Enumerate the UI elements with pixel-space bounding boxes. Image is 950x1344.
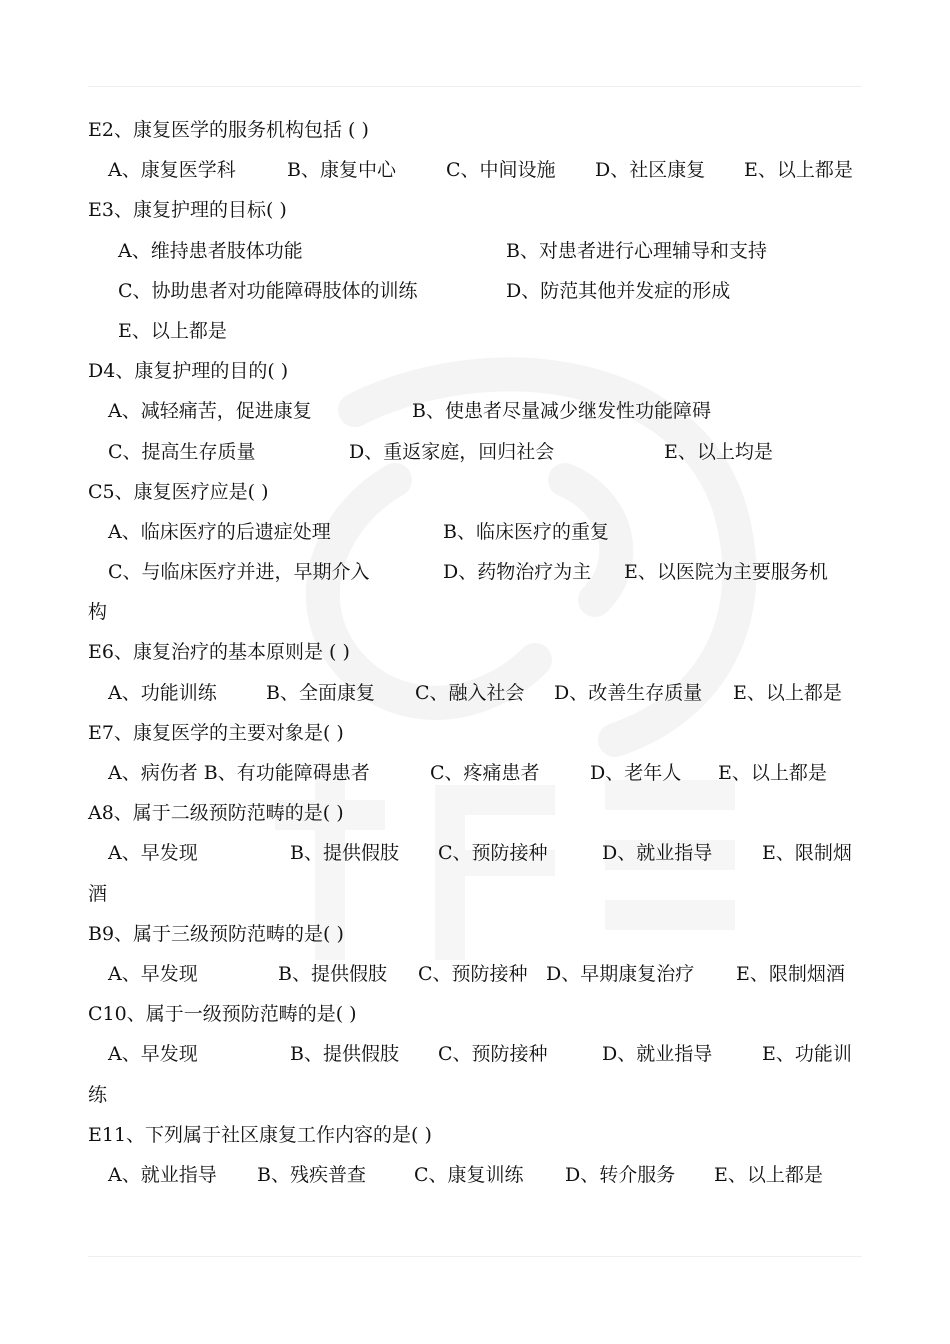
question-stem [88,632,862,672]
option-d: D、药物治疗为主 [443,561,592,584]
question-stem [88,110,862,150]
option-d: D、重返家庭，回归社会 [349,440,555,463]
option-row [88,231,862,271]
footer-rule [88,1256,862,1257]
stem-text: E6、康复治疗的基本原则是 ( ) [88,641,350,664]
question-stem [88,793,862,833]
question-stem [88,713,862,753]
option-row [88,512,862,552]
option-d: D、早期康复治疗 [546,962,695,985]
option-d: D、防范其他并发症的形成 [506,279,731,302]
option-c: C、预防接种 [438,1043,548,1066]
stem-text: C10、属于一级预防范畴的是( ) [88,1003,357,1026]
option-c: C、中间设施 [446,159,556,182]
stem-text: E11、下列属于社区康复工作内容的是( ) [88,1123,432,1146]
option-b: B、提供假肢 [290,1043,399,1066]
question-stem [88,472,862,512]
option-c: C、预防接种 [418,962,528,985]
option-a: A、维持患者肢体功能 [118,239,303,262]
option-row [88,150,862,190]
option-c: C、协助患者对功能障碍肢体的训练 [118,279,418,302]
option-row [88,391,862,431]
question-stem [88,190,862,230]
question-stem [88,994,862,1034]
option-row [88,673,862,713]
stem-text: E2、康复医学的服务机构包括 ( ) [88,119,369,141]
option-continuation [88,874,862,914]
option-c: C、康复训练 [414,1163,524,1186]
option-a: A、早发现 [108,1043,198,1066]
option-c: C、疼痛患者 [430,762,540,784]
option-e: E、以上都是 [714,1163,823,1186]
option-row [88,432,862,472]
option-c: C、预防接种 [438,842,548,865]
option-c: C、提高生存质量 [108,440,256,463]
header-rule [88,86,862,87]
option-row [88,954,862,994]
option-a: A、病伤者 B、有功能障碍患者 [108,762,370,784]
option-e: E、以上都是 [118,319,227,342]
option-d: D、老年人 [590,762,682,784]
stem-text: A8、属于二级预防范畴的是( ) [88,802,344,825]
stem-text: D4、康复护理的目的( ) [88,360,289,383]
option-a: A、康复医学科 [108,159,236,182]
wrap-text: 练 [88,1083,108,1106]
option-e: E、以上都是 [718,762,827,784]
option-a: A、临床医疗的后遗症处理 [108,520,331,543]
option-e: E、限制烟 [762,842,852,865]
option-e: E、以上均是 [664,440,773,463]
question-stem [88,351,862,391]
option-b: B、提供假肢 [290,842,399,865]
option-row [88,311,862,351]
option-d: D、就业指导 [602,842,713,865]
option-a: A、就业指导 [108,1163,217,1186]
option-row [88,753,862,793]
option-a: A、功能训练 [108,681,217,704]
stem-text: C5、康复医疗应是( ) [88,480,269,503]
option-b: B、全面康复 [266,681,375,704]
option-continuation [88,1075,862,1115]
option-b: B、对患者进行心理辅导和支持 [506,239,767,262]
option-e: E、功能训 [762,1043,852,1066]
option-continuation [88,592,862,632]
option-e: E、限制烟酒 [736,962,845,985]
option-a: A、早发现 [108,842,198,865]
option-b: B、使患者尽量减少继发性功能障碍 [412,400,711,423]
question-list [88,110,862,1195]
option-d: D、就业指导 [602,1043,713,1066]
option-row [88,1034,862,1074]
option-row [88,552,862,592]
option-row [88,833,862,873]
stem-text: E3、康复护理的目标( ) [88,199,287,222]
stem-text: E7、康复医学的主要对象是( ) [88,721,344,744]
option-e: E、以医院为主要服务机 [624,561,828,584]
option-c: C、与临床医疗并进，早期介入 [108,561,370,584]
question-stem [88,1115,862,1155]
option-row [88,271,862,311]
option-b: B、残疾普查 [257,1163,366,1186]
option-a: A、减轻痛苦，促进康复 [108,400,312,423]
wrap-text: 构 [88,601,108,624]
option-e: E、以上都是 [733,681,842,704]
option-b: B、提供假肢 [278,962,387,985]
option-row [88,1155,862,1195]
option-c: C、融入社会 [415,681,525,704]
option-b: B、临床医疗的重复 [443,520,609,543]
option-d: D、社区康复 [595,159,706,182]
wrap-text: 酒 [88,882,108,905]
option-b: B、康复中心 [287,159,396,182]
option-d: D、转介服务 [565,1163,676,1186]
stem-text: B9、属于三级预防范畴的是( ) [88,922,344,945]
question-stem [88,914,862,954]
option-d: D、改善生存质量 [554,681,703,704]
option-e: E、以上都是 [744,159,853,182]
option-a: A、早发现 [108,962,198,985]
